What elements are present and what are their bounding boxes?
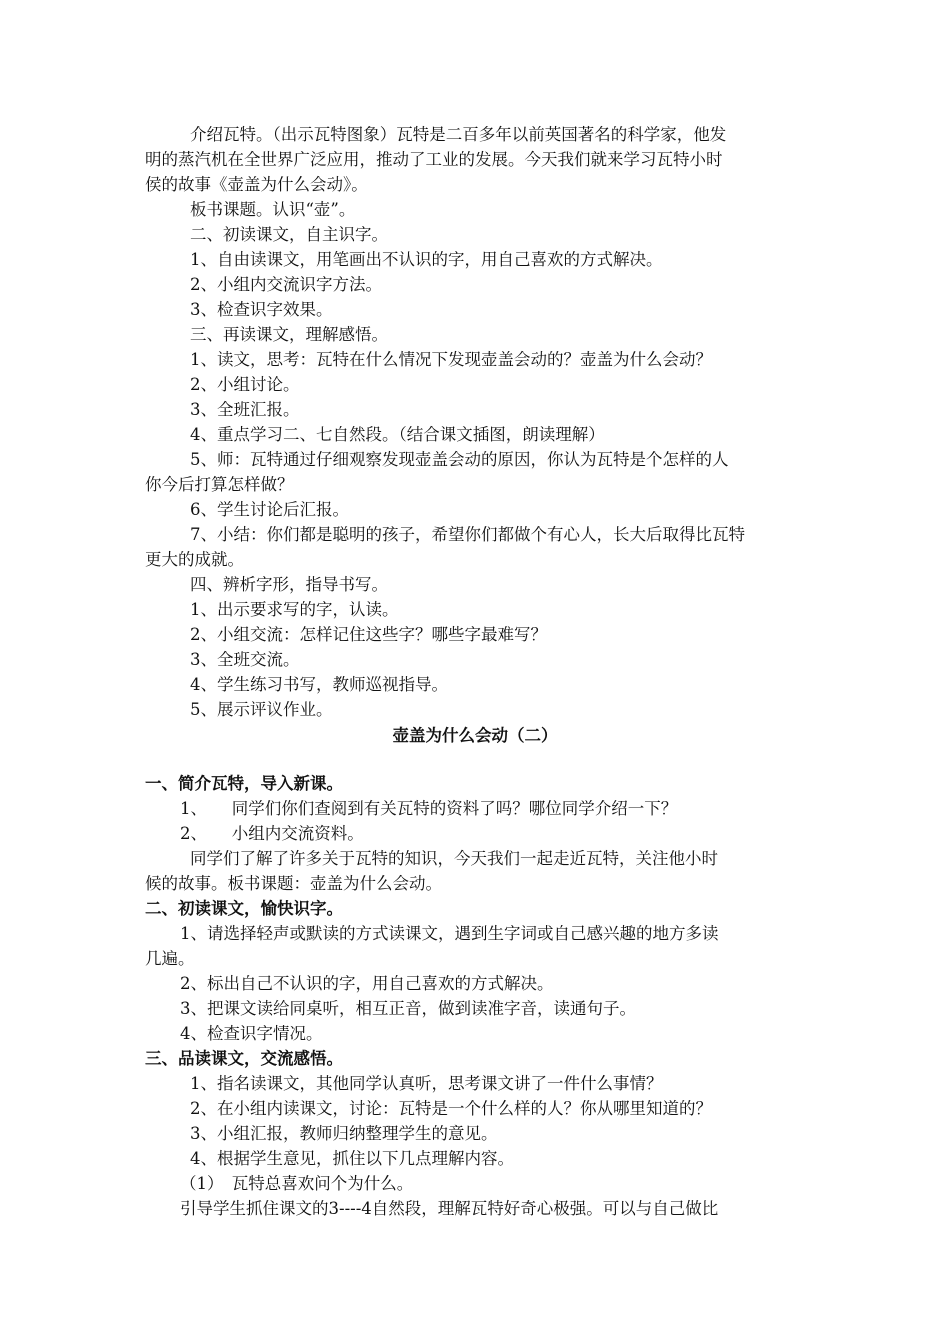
- text-line: 1、出示要求写的字，认读。: [190, 600, 399, 619]
- text-line: 三、再读课文，理解感悟。: [190, 325, 388, 344]
- text-line: 1、自由读课文，用笔画出不认识的字，用自己喜欢的方式解决。: [190, 250, 663, 269]
- text-line: 你今后打算怎样做？: [145, 475, 294, 494]
- text-line: 3、全班汇报。: [190, 400, 300, 419]
- text-line: 1、 同学们你们查阅到有关瓦特的资料了吗？哪位同学介绍一下？: [180, 799, 678, 818]
- text-line: 1、指名读课文，其他同学认真听，思考课文讲了一件什么事情？: [190, 1074, 663, 1093]
- text-line: 明的蒸汽机在全世界广泛应用，推动了工业的发展。今天我们就来学习瓦特小时: [145, 150, 723, 169]
- text-line: 3、把课文读给同桌听，相互正音，做到读准字音，读通句子。: [180, 999, 636, 1018]
- text-line: 板书课题。认识“壶”。: [190, 200, 356, 219]
- text-line: 4、根据学生意见，抓住以下几点理解内容。: [190, 1149, 514, 1168]
- text-line: 5、展示评议作业。: [190, 700, 333, 719]
- text-line: 1、请选择轻声或默读的方式读课文，遇到生字词或自己感兴趣的地方多读: [180, 924, 719, 943]
- text-line: 同学们了解了许多关于瓦特的知识，今天我们一起走近瓦特，关注他小时: [190, 849, 718, 868]
- text-line: 几遍。: [145, 949, 195, 968]
- text-line: 5、师：瓦特通过仔细观察发现壶盖会动的原因，你认为瓦特是个怎样的人: [190, 450, 729, 469]
- text-line: 2、小组交流：怎样记住这些字？哪些字最难写？: [190, 625, 547, 644]
- text-line: 介绍瓦特。（出示瓦特图象）瓦特是二百多年以前英国著名的科学家，他发: [190, 125, 727, 144]
- text-line: 2、小组内交流识字方法。: [190, 275, 382, 294]
- text-line: 1、读文，思考：瓦特在什么情况下发现壶盖会动的？壶盖为什么会动？: [190, 350, 712, 369]
- text-line: 2、标出自己不认识的字，用自己喜欢的方式解决。: [180, 974, 554, 993]
- text-line: 更大的成就。: [145, 550, 244, 569]
- section-heading: 二、初读课文，愉快识字。: [145, 899, 343, 918]
- text-line: 引导学生抓住课文的3----4自然段，理解瓦特好奇心极强。可以与自己做比: [180, 1199, 719, 1218]
- text-line: （1） 瓦特总喜欢问个为什么。: [180, 1174, 414, 1193]
- text-line: 3、检查识字效果。: [190, 300, 333, 319]
- text-line: 2、在小组内读课文，讨论：瓦特是一个什么样的人？你从哪里知道的？: [190, 1099, 712, 1118]
- text-line: 4、重点学习二、七自然段。（结合课文插图，朗读理解）: [190, 425, 605, 444]
- text-line: 3、小组汇报，教师归纳整理学生的意见。: [190, 1124, 498, 1143]
- text-line: 候的故事。板书课题：壶盖为什么会动。: [145, 874, 442, 893]
- section-title: 壶盖为什么会动（二）: [392, 726, 558, 745]
- text-line: 4、学生练习书写，教师巡视指导。: [190, 675, 448, 694]
- text-line: 侯的故事《壶盖为什么会动》。: [145, 175, 368, 194]
- text-line: 7、小结：你们都是聪明的孩子，希望你们都做个有心人，长大后取得比瓦特: [190, 525, 745, 544]
- text-line: 四、辨析字形，指导书写。: [190, 575, 388, 594]
- section-heading: 三、品读课文，交流感悟。: [145, 1049, 343, 1068]
- text-line: 4、检查识字情况。: [180, 1024, 323, 1043]
- text-line: 3、全班交流。: [190, 650, 300, 669]
- text-line: 2、小组讨论。: [190, 375, 300, 394]
- section-heading: 一、简介瓦特，导入新课。: [145, 774, 343, 793]
- text-line: 2、 小组内交流资料。: [180, 824, 364, 843]
- text-line: 二、初读课文，自主识字。: [190, 225, 388, 244]
- text-line: 6、学生讨论后汇报。: [190, 500, 349, 519]
